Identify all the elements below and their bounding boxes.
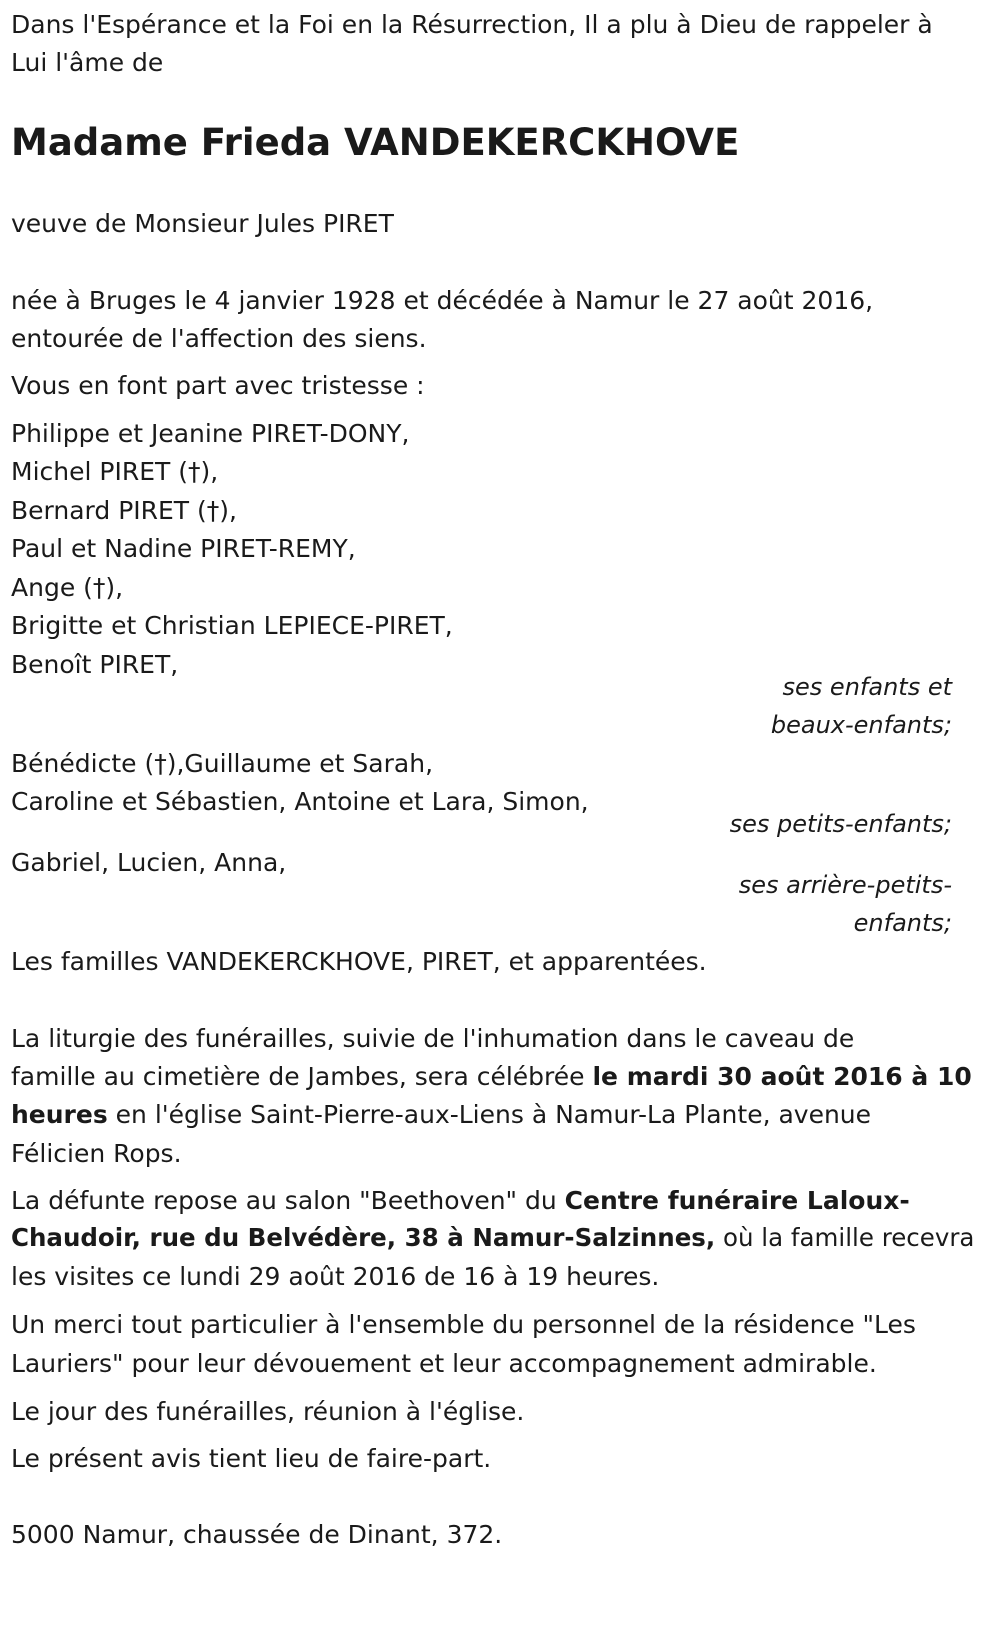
child-4: Paul et Nadine PIRET-REMY, — [11, 534, 356, 563]
child-3: Bernard PIRET (†), — [11, 496, 237, 525]
rest-line-1 — [11, 1188, 910, 1213]
deceased-name: Madame Frieda VANDEKERCKHOVE — [11, 121, 740, 164]
widow-of: veuve de Monsieur Jules PIRET — [11, 209, 394, 238]
notice-line: Le présent avis tient lieu de faire-part. — [11, 1444, 492, 1473]
grandchildren-label: ses petits-enfants; — [729, 810, 952, 838]
child-2: Michel PIRET (†), — [11, 457, 219, 486]
liturgy-line-3-text: en l'église Saint-Pierre-aux-Liens à Namur-La Plante, avenue — [107, 1100, 872, 1129]
intro-line-2: Lui l'âme de — [11, 48, 164, 77]
liturgy-hours: heures — [11, 1100, 108, 1129]
rest-line-2-text: où la famille recevra — [715, 1223, 975, 1252]
thanks-line-1: Un merci tout particulier à l'ensemble du personnel de la résidence "Les — [11, 1310, 916, 1339]
great-grandchildren-label-line-1: ses arrière-petits- — [738, 871, 952, 899]
liturgy-line-3 — [11, 1102, 871, 1127]
meeting-line: Le jour des funérailles, réunion à l'église. — [11, 1397, 525, 1426]
liturgy-line-4: Félicien Rops. — [11, 1139, 182, 1168]
announce-line: Vous en font part avec tristesse : — [11, 371, 425, 400]
thanks-line-2: Lauriers" pour leur dévouement et leur accompagnement admirable. — [11, 1349, 877, 1378]
grandchildren-line-2: Caroline et Sébastien, Antoine et Lara, Simon, — [11, 787, 589, 816]
great-grandchildren: Gabriel, Lucien, Anna, — [11, 848, 287, 877]
child-1: Philippe et Jeanine PIRET-DONY, — [11, 419, 410, 448]
rest-line-2 — [11, 1223, 975, 1252]
funeral-centre-address: Chaudoir, rue du Belvédère, 38 à Namur-Salzinnes, — [11, 1223, 716, 1252]
liturgy-date: le mardi 30 août 2016 à 10 — [592, 1062, 972, 1091]
child-6: Brigitte et Christian LEPIECE-PIRET, — [11, 611, 453, 640]
great-grandchildren-label-line-2: enfants; — [853, 909, 952, 937]
birth-death-line-2: entourée de l'affection des siens. — [11, 324, 427, 353]
grandchildren-line-1: Bénédicte (†),Guillaume et Sarah, — [11, 749, 434, 778]
intro-line-1: Dans l'Espérance et la Foi en la Résurrection, Il a plu à Dieu de rappeler à — [11, 10, 933, 39]
child-7: Benoît PIRET, — [11, 650, 179, 679]
child-5: Ange (†), — [11, 573, 124, 602]
address-line: 5000 Namur, chaussée de Dinant, 372. — [11, 1520, 503, 1549]
rest-line-3: les visites ce lundi 29 août 2016 de 16 à 19 heures. — [11, 1262, 660, 1291]
families-line: Les familles VANDEKERCKHOVE, PIRET, et apparentées. — [11, 947, 707, 976]
liturgy-line-2 — [11, 1064, 972, 1089]
birth-death-line-1: née à Bruges le 4 janvier 1928 et décédée à Namur le 27 août 2016, — [11, 286, 874, 315]
liturgy-line-1: La liturgie des funérailles, suivie de l'inhumation dans le caveau de — [11, 1024, 855, 1053]
children-label-line-1: ses enfants et — [782, 673, 952, 701]
funeral-centre-name: Centre funéraire Laloux- — [564, 1186, 910, 1215]
liturgy-line-2-text: famille au cimetière de Jambes, sera célébrée — [11, 1062, 593, 1091]
rest-line-1-text: La défunte repose au salon "Beethoven" du — [11, 1186, 565, 1215]
children-label-line-2: beaux-enfants; — [770, 711, 952, 739]
